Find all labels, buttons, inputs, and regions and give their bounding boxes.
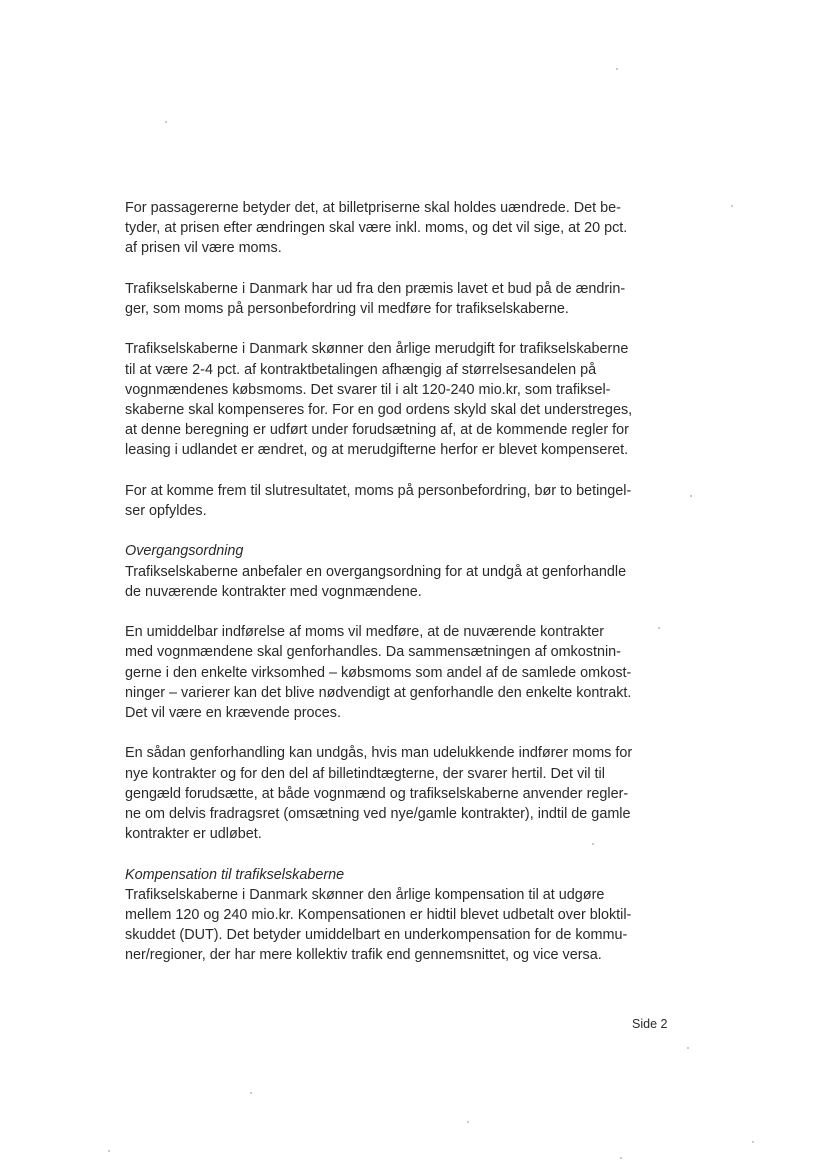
paragraph <box>125 279 670 319</box>
scan-speck <box>108 1150 110 1152</box>
scan-speck <box>687 1047 689 1049</box>
text-line: de nuværende kontrakter med vognmændene. <box>125 583 422 600</box>
section-paragraph <box>125 541 670 602</box>
text-line: En umiddelbar indførelse af moms vil medføre, at de nuværende kontrakter <box>125 624 605 641</box>
scan-speck <box>620 1157 622 1159</box>
paragraph <box>125 622 670 723</box>
paragraph <box>125 481 670 521</box>
text-line: ninger – varierer kan det blive nødvendigt at genforhandle den enkelte kontrakt. <box>125 684 632 701</box>
document-body <box>125 198 670 986</box>
scan-speck <box>467 1121 469 1123</box>
text-line: tyder, at prisen efter ændringen skal være inkl. moms, og det vil sige, at 20 pct. <box>125 220 628 237</box>
section-paragraph <box>125 865 670 966</box>
page-number: Side 2 <box>632 1017 668 1031</box>
text-line: ger, som moms på personbefordring vil medføre for trafikselskaberne. <box>125 301 569 317</box>
text-line: gerne i den enkelte virksomhed – købsmoms som andel af de samlede omkost- <box>125 664 632 681</box>
scan-speck <box>165 121 167 123</box>
paragraph <box>125 743 670 844</box>
text-line: ner/regioner, der har mere kollektiv trafik end gennemsnittet, og vice versa. <box>125 947 602 964</box>
text-line: kontrakter er udløbet. <box>125 826 262 843</box>
text-line: For passagererne betyder det, at billetpriserne skal holdes uændrede. Det be- <box>125 200 621 216</box>
text-line: gengæld forudsætte, at både vognmænd og trafikselskaberne anvender regler- <box>125 785 629 802</box>
text-line: Det vil være en krævende proces. <box>125 705 341 721</box>
scan-speck <box>731 205 733 207</box>
text-line: vognmændenes købsmoms. Det svarer til i alt 120-240 mio.kr, som trafiksel- <box>125 381 611 398</box>
text-line: Trafikselskaberne i Danmark skønner den årlige merudgift for trafikselskaberne <box>125 341 629 358</box>
text-line: ser opfyldes. <box>125 503 207 519</box>
text-line: For at komme frem til slutresultatet, moms på personbefordring, bør to betingel- <box>125 482 632 499</box>
scan-speck <box>616 68 618 70</box>
scan-speck <box>592 843 594 845</box>
section-heading: Kompensation til trafikselskaberne <box>125 866 345 883</box>
text-line: til at være 2-4 pct. af kontraktbetalingen afhængig af størrelsesandelen på <box>125 361 597 378</box>
scan-speck <box>658 627 660 629</box>
text-line: nye kontrakter og for den del af billetindtægterne, der svarer hertil. Det vil til <box>125 765 605 782</box>
text-line: mellem 120 og 240 mio.kr. Kompensationen er hidtil blevet udbetalt over bloktil- <box>125 907 632 923</box>
text-line: at denne beregning er udført under forudsætning af, at de kommende regler for <box>125 422 629 439</box>
text-line: leasing i udlandet er ændret, og at merudgifterne herfor er blevet kompenseret. <box>125 442 629 459</box>
text-line: skuddet (DUT). Det betyder umiddelbart en underkompensation for de kommu- <box>125 927 628 944</box>
text-line: Trafikselskaberne anbefaler en overgangsordning for at undgå at genforhandle <box>125 563 627 580</box>
scan-speck <box>250 1092 252 1094</box>
text-line: Trafikselskaberne i Danmark har ud fra den præmis lavet et bud på de ændrin- <box>125 280 626 297</box>
text-line: med vognmændene skal genforhandles. Da sammensætningen af omkostnin- <box>125 644 621 661</box>
paragraph <box>125 339 670 460</box>
text-line: Trafikselskaberne i Danmark skønner den årlige kompensation til at udgøre <box>125 886 605 903</box>
text-line: En sådan genforhandling kan undgås, hvis man udelukkende indfører moms for <box>125 745 633 762</box>
scan-speck <box>752 1141 754 1143</box>
section-heading: Overgangsordning <box>125 543 244 560</box>
scan-speck <box>690 495 692 497</box>
paragraph <box>125 198 670 259</box>
text-line: af prisen vil være moms. <box>125 240 282 257</box>
text-line: skaberne skal kompenseres for. For en god ordens skyld skal det understreges, <box>125 402 633 418</box>
text-line: ne om delvis fradragsret (omsætning ved nye/gamle kontrakter), indtil de gamle <box>125 806 631 822</box>
